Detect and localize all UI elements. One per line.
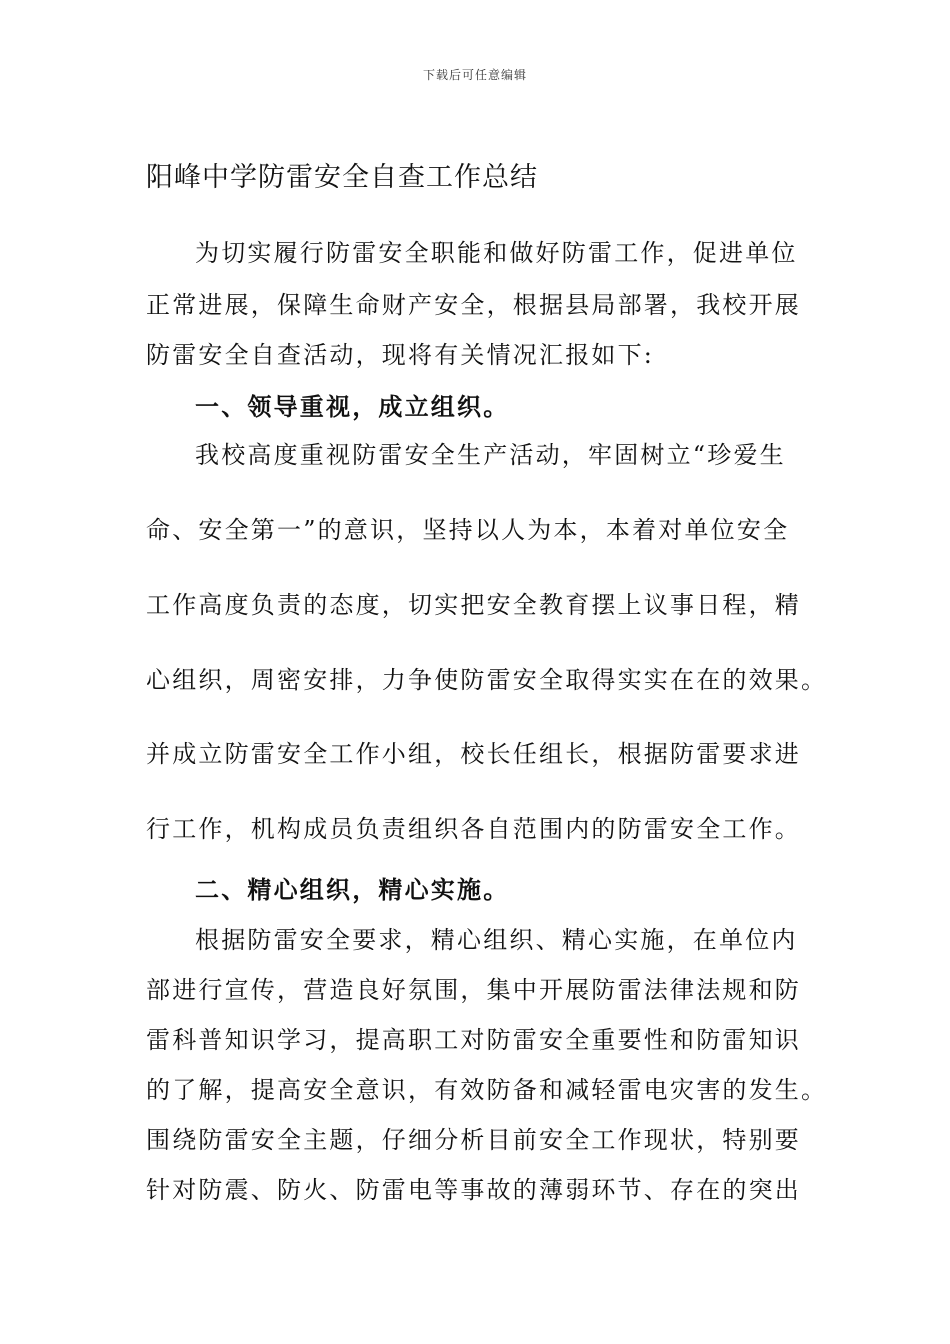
body-line: 工作高度负责的态度，切实把安全教育摆上议事日程，精 xyxy=(146,591,801,619)
body-line: 围绕防雷安全主题，仔细分析目前安全工作现状，特别要 xyxy=(146,1126,801,1154)
document-title: 阳峰中学防雷安全自查工作总结 xyxy=(146,162,538,193)
body-line: 部进行宣传，营造良好氛围，集中开展防雷法律法规和防 xyxy=(146,976,801,1004)
body-line: 并成立防雷安全工作小组，校长任组长，根据防雷要求进 xyxy=(146,740,801,768)
body-line: 行工作，机构成员负责组织各自范围内的防雷安全工作。 xyxy=(146,815,801,843)
body-line: 雷科普知识学习，提高职工对防雷安全重要性和防雷知识 xyxy=(146,1026,801,1054)
page-header: 下载后可任意编辑 xyxy=(422,68,527,82)
body-line: 针对防震、防火、防雷电等事故的薄弱环节、存在的突出 xyxy=(146,1176,801,1204)
section-heading-1: 一、领导重视，成立组织。 xyxy=(195,392,510,421)
body-line: 命、安全第一”的意识，坚持以人为本，本着对单位安全 xyxy=(146,516,790,544)
body-line: 正常进展，保障生命财产安全，根据县局部署，我校开展 xyxy=(146,291,801,319)
body-line: 我校高度重视防雷安全生产活动，牢固树立“珍爱生 xyxy=(195,441,786,469)
body-line: 防雷安全自查活动，现将有关情况汇报如下: xyxy=(146,341,655,369)
section-heading-2: 二、精心组织，精心实施。 xyxy=(195,875,510,904)
body-line: 的了解，提高安全意识，有效防备和减轻雷电灾害的发生。 xyxy=(146,1076,828,1104)
body-line: 根据防雷安全要求，精心组织、精心实施，在单位内 xyxy=(195,926,798,954)
body-line: 为切实履行防雷安全职能和做好防雷工作，促进单位 xyxy=(195,239,798,267)
body-line: 心组织，周密安排，力争使防雷安全取得实实在在的效果。 xyxy=(146,666,828,694)
